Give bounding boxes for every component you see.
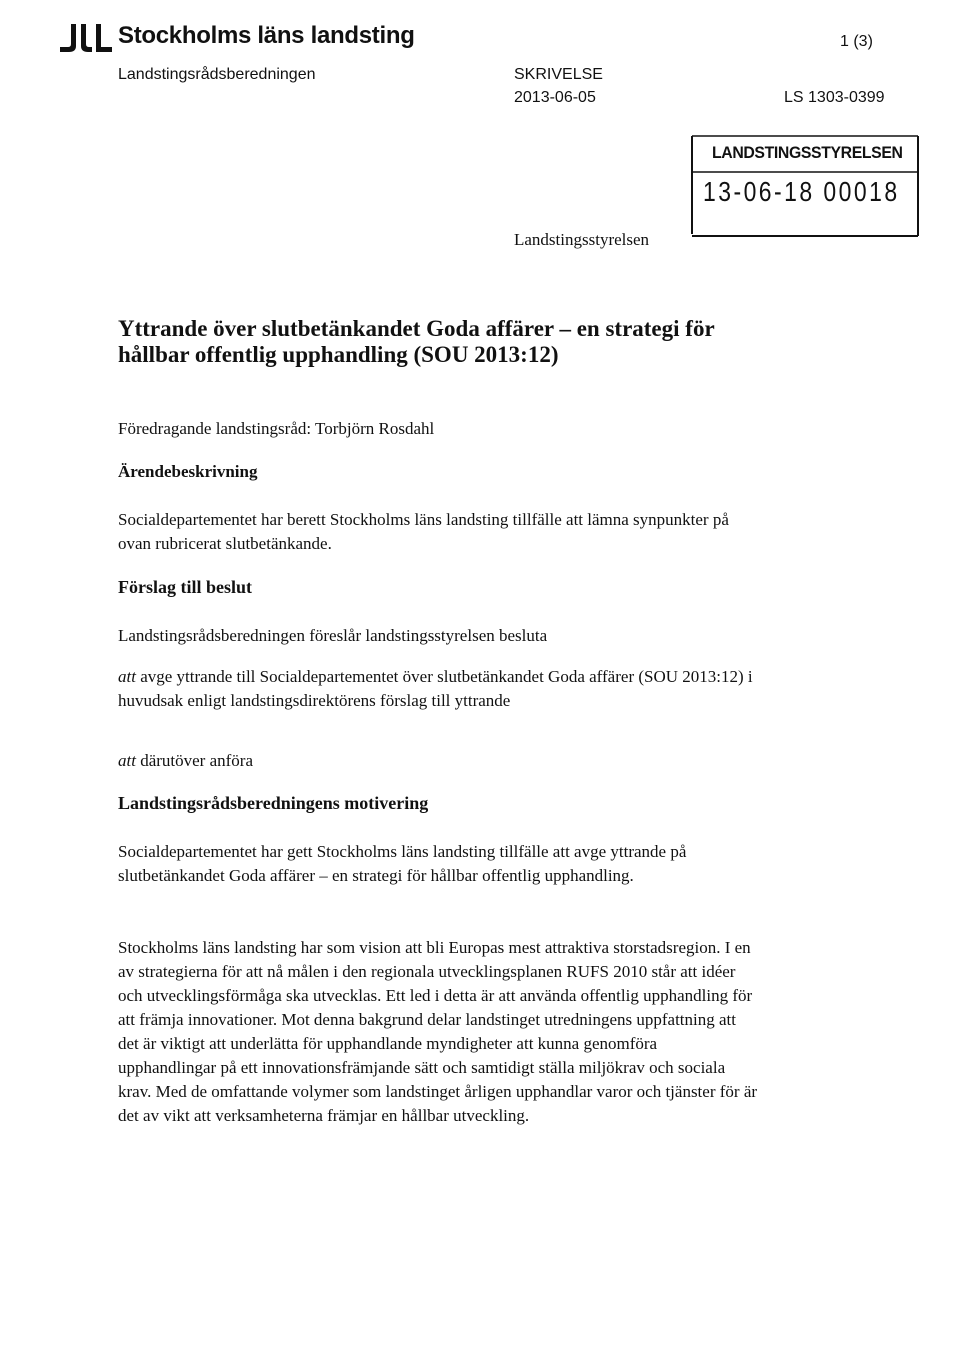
proposal-item-1-text: avge yttrande till Socialdepartementet över slutbetänkandet Goda affärer (SOU 2013:12) i huvudsak enligt landstingsdirektörens förslag till yttrande <box>118 667 753 710</box>
department: Landstingsrådsberedningen <box>118 66 316 83</box>
proposal-item-2 <box>118 749 758 773</box>
landsting-logo-icon <box>58 22 114 54</box>
document-date: 2013-06-05 <box>514 89 596 106</box>
proposal-intro: Landstingsrådsberedningen föreslår landstingsstyrelsen besluta <box>118 626 548 645</box>
motivation-paragraph-1: Socialdepartementet har gett Stockholms läns landsting tillfälle att avge yttrande på slutbetänkandet Goda affärer – en strategi för hållbar offentlig upphandling. <box>118 842 687 885</box>
presenter: Föredragande landstingsråd: Torbjörn Rosdahl <box>118 419 435 438</box>
recipient: Landstingsstyrelsen <box>514 230 650 249</box>
proposal-item-1 <box>118 665 758 713</box>
document-type: SKRIVELSE <box>514 66 603 83</box>
case-description-text: Socialdepartementet har berett Stockholms läns landsting tillfälle att lämna synpunkter på ovan rubricerat slutbetänkande. <box>118 510 729 553</box>
proposal-heading: Förslag till beslut <box>118 577 252 597</box>
case-description-heading: Ärendebeskrivning <box>118 462 258 481</box>
page-number: 1 (3) <box>840 33 873 50</box>
proposal-item-2-text: därutöver anföra <box>140 751 254 770</box>
att-word: att <box>118 667 136 686</box>
motivation-paragraph-2: Stockholms läns landsting har som vision att bli Europas mest attraktiva storstadsregion. I en av strategierna för att nå målen i den regionala utvecklingsplanen RUFS 2010 står att idéer och utvecklingsförmåga ska utvecklas. Ett led i detta är att använda offentlig upphandling för att främja innovationer. Mot denna bakgrund delar landstinget utredningens uppfattning att det är viktigt att underlätta för upphandlande myndigheter att kunna genomföra upphandlingar på ett innovationsfrämjande sätt och samtidigt ställa miljökrav och sociala krav. Med de omfattande volymer som landstinget årligen upphandlar varor och tjänster för är det av vikt att verksamheterna främjar en hållbar utveckling. <box>118 938 758 1125</box>
document-title: Yttrande över slutbetänkandet Goda affärer – en strategi för hållbar offentlig upphandling (SOU 2013:12) <box>118 316 715 367</box>
document-reference: LS 1303-0399 <box>784 89 885 106</box>
stamp-number: 13-06-18 00018 <box>703 176 900 207</box>
stamp-title: LANDSTINGSSTYRELSEN <box>712 143 903 162</box>
organization-name: Stockholms läns landsting <box>118 22 415 49</box>
att-word: att <box>118 751 136 770</box>
motivation-heading: Landstingsrådsberedningens motivering <box>118 793 429 813</box>
